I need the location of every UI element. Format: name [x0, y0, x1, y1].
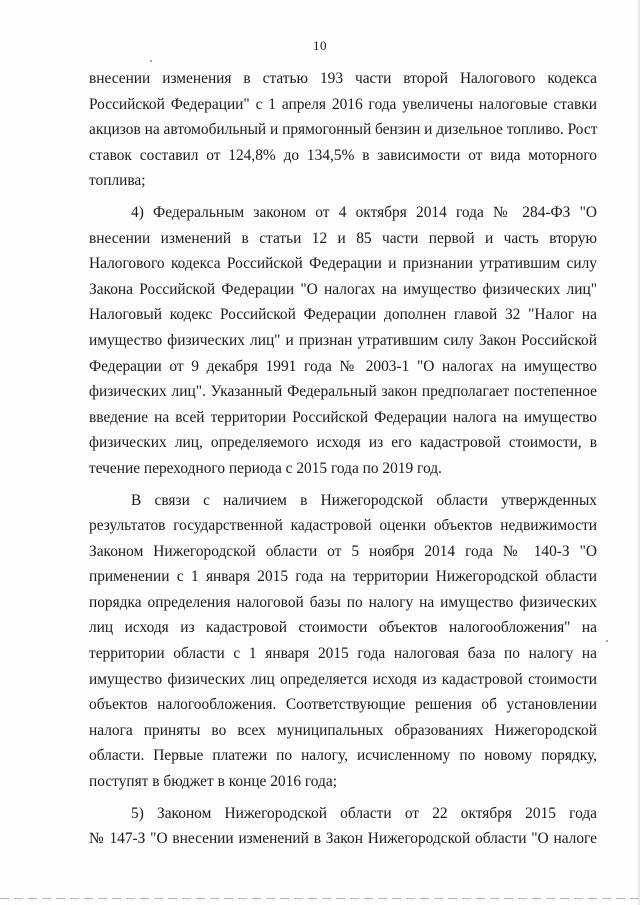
text-line: поступят в бюджет в конце 2016 года;: [89, 773, 337, 791]
text-line: имущество физических лиц определяется исходя из кадастровой стоимости: [89, 670, 597, 688]
text-line: Законом Нижегородской области от 5 ноября 2014 года № 140-З "О: [89, 542, 597, 560]
page-number: 10: [313, 38, 327, 53]
text-line: области. Первые платежи по налогу, исчисленному по новому порядку,: [89, 747, 597, 765]
text-line: 5) Законом Нижегородской области от 22 октября 2015 года: [131, 804, 597, 822]
text-line: Закона Российской Федерации "О налогах на имущество физических лиц": [89, 280, 597, 298]
text-line: В связи с наличием в Нижегородской области утвержденных: [131, 491, 597, 509]
text-line: введение на всей территории Российской Федерации налога на имущество: [89, 408, 597, 426]
text-line: лиц исходя из кадастровой стоимости объектов налогообложения" на: [89, 619, 597, 637]
text-line: имущество физических лиц" и признан утратившим силу Закон Российской: [89, 331, 597, 349]
text-line: порядка определения налоговой базы по налогу на имущество физических: [89, 593, 597, 611]
text-line: Федерации от 9 декабря 1991 года № 2003-1 "О налогах на имущество: [89, 357, 597, 375]
scan-bottom-edge: [0, 898, 640, 899]
text-line: применении с 1 января 2015 года на территории Нижегородской области: [89, 568, 597, 586]
scan-speck: [606, 640, 608, 642]
text-line: физических лиц". Указанный Федеральный закон предполагает постепенное: [89, 383, 597, 401]
paragraph-nizhny-novgorod: [89, 488, 597, 795]
text-line: объектов налогообложения. Соответствующие решения об установлении: [89, 696, 597, 714]
text-line: топлива;: [89, 172, 146, 190]
paragraph-item-5: [89, 801, 597, 852]
text-line: налога приняты во всех муниципальных образованиях Нижегородской: [89, 721, 597, 739]
text-line: Налогового кодекса Российской Федерации и признании утратившим силу: [89, 255, 597, 273]
scan-edge-shadow: [636, 0, 640, 905]
text-line: физических лиц, определяемого исходя из его кадастровой стоимости, в: [89, 434, 597, 452]
text-line: течение переходного периода с 2015 года по 2019 год.: [89, 459, 442, 477]
text-line: акцизов на автомобильный и прямогонный бензин и дизельное топливо. Рост: [89, 121, 598, 139]
text-line: 4) Федеральным законом от 4 октября 2014 года № 284-ФЗ "О: [131, 203, 597, 221]
text-line: внесении изменений в статьи 12 и 85 части первой и часть вторую: [89, 229, 597, 247]
text-line: ставок составил от 124,8% до 134,5% в зависимости от вида моторного: [89, 146, 597, 164]
text-line: результатов государственной кадастровой оценки объектов недвижимости: [89, 517, 597, 535]
scan-speck: [150, 60, 152, 62]
text-line: Налоговый кодекс Российской Федерации дополнен главой 32 "Налог на: [89, 306, 597, 324]
text-line: внесении изменения в статью 193 части второй Налогового кодекса: [89, 70, 597, 87]
text-line: территории области с 1 января 2015 года налоговая база по налогу на: [89, 645, 597, 663]
paragraph-continuation: [89, 66, 597, 194]
paragraph-item-4: [89, 200, 597, 482]
text-line: № 147-З "О внесении изменений в Закон Нижегородской области "О налоге: [89, 830, 597, 848]
text-line: Российской Федерации" с 1 апреля 2016 года увеличены налоговые ставки: [89, 95, 597, 113]
document-body: [89, 66, 597, 852]
